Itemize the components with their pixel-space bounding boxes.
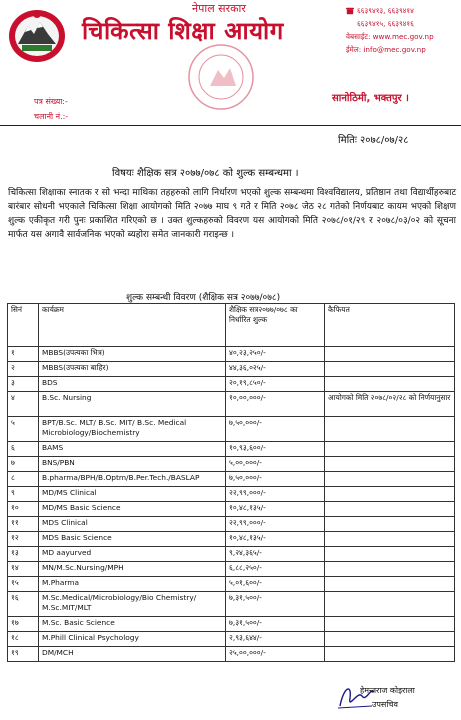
column-header-program: कार्यक्रम xyxy=(39,304,226,347)
fee-table-row xyxy=(8,632,455,647)
fee-table-row xyxy=(8,592,455,617)
official-seal-stamp xyxy=(182,42,260,112)
cell-remark xyxy=(325,617,455,632)
cell-remark: आयोगको मिति २०७८/०२/२८ को निर्णयानुसार xyxy=(325,392,455,417)
cell-remark xyxy=(325,487,455,502)
cell-program: MBBS(उपत्यका भित्र) xyxy=(39,347,226,362)
column-header-fee: शैक्षिक सत्र२०७७/०७८ का निर्धारित शुल्क xyxy=(226,304,325,347)
fee-table-row xyxy=(8,392,455,417)
phone-numbers-1: ६६३९४१३, ६६३९४१४ xyxy=(357,6,414,15)
fee-table-row xyxy=(8,487,455,502)
fee-table-row xyxy=(8,577,455,592)
letter-number-label: पत्र संख्या:- xyxy=(34,97,68,106)
cell-serial-number: १८ xyxy=(8,632,39,647)
cell-fee: १०,९३,६००/- xyxy=(226,442,325,457)
cell-serial-number: १३ xyxy=(8,547,39,562)
fee-table-row xyxy=(8,377,455,392)
cell-fee: ५,०१,६००/- xyxy=(226,577,325,592)
fee-table-row xyxy=(8,617,455,632)
dispatch-number-label: चलानी नं.:- xyxy=(34,112,69,121)
cell-remark xyxy=(325,647,455,662)
phone-row-2 xyxy=(346,17,434,30)
government-label: नेपाल सरकार xyxy=(192,2,246,15)
fee-table-header-row xyxy=(8,304,455,347)
signatory-block xyxy=(360,684,415,712)
cell-fee: ४४,३६,०२५/- xyxy=(226,362,325,377)
cell-fee: २२,९९,०००/- xyxy=(226,487,325,502)
cell-serial-number: ६ xyxy=(8,442,39,457)
cell-fee: ७,३१,५००/- xyxy=(226,592,325,617)
fee-table-title: शुल्क सम्बन्धी विवरण (शैक्षिक सत्र २०७७/०७८) xyxy=(126,293,281,303)
cell-serial-number: ४ xyxy=(8,392,39,417)
cell-remark xyxy=(325,547,455,562)
cell-remark xyxy=(325,632,455,647)
cell-serial-number: १६ xyxy=(8,592,39,617)
cell-program: B.Sc. Nursing xyxy=(39,392,226,417)
cell-remark xyxy=(325,377,455,392)
cell-program: MD aayurved xyxy=(39,547,226,562)
fee-table-row xyxy=(8,532,455,547)
website-text: वेबसाईट: www.mec.gov.np xyxy=(346,32,434,41)
cell-remark xyxy=(325,347,455,362)
cell-serial-number: ५ xyxy=(8,417,39,442)
cell-program: M.Sc. Basic Science xyxy=(39,617,226,632)
cell-serial-number: १७ xyxy=(8,617,39,632)
cell-serial-number: ९ xyxy=(8,487,39,502)
cell-fee: २२,९९,०००/- xyxy=(226,517,325,532)
cell-program: MDS Clinical xyxy=(39,517,226,532)
cell-program: MBBS(उपत्यका बाहिर) xyxy=(39,362,226,377)
signatory-title: उपसचिव xyxy=(372,700,398,709)
cell-remark xyxy=(325,517,455,532)
cell-fee: ७,५०,०००/- xyxy=(226,472,325,487)
cell-remark xyxy=(325,417,455,442)
cell-serial-number: १९ xyxy=(8,647,39,662)
fee-table-row xyxy=(8,347,455,362)
fee-table-row xyxy=(8,417,455,442)
cell-fee: १०,४८,१३५/- xyxy=(226,532,325,547)
phone-row xyxy=(346,4,434,17)
fee-table-row xyxy=(8,362,455,377)
cell-program: MD/MS Clinical xyxy=(39,487,226,502)
fee-table-row xyxy=(8,457,455,472)
header-divider xyxy=(0,125,461,126)
fee-table-body xyxy=(8,347,455,662)
cell-remark xyxy=(325,562,455,577)
cell-program: M.Phill Clinical Psychology xyxy=(39,632,226,647)
cell-serial-number: १२ xyxy=(8,532,39,547)
cell-program: B.pharma/BPH/B.Optm/B.Per.Tech./BASLAP xyxy=(39,472,226,487)
cell-serial-number: १ xyxy=(8,347,39,362)
letter-date: मितिः २०७८/०७/२८ xyxy=(338,135,409,146)
cell-serial-number: १४ xyxy=(8,562,39,577)
cell-fee: ७,५०,०००/- xyxy=(226,417,325,442)
fee-table-row xyxy=(8,517,455,532)
cell-program: MDS Basic Science xyxy=(39,532,226,547)
cell-program: DM/MCH xyxy=(39,647,226,662)
cell-fee: ५,००,०००/- xyxy=(226,457,325,472)
contact-block xyxy=(346,4,434,56)
fee-table-row xyxy=(8,502,455,517)
office-location: सानोठिमी, भक्तपुर । xyxy=(332,93,409,104)
cell-program: BDS xyxy=(39,377,226,392)
cell-program: M.Sc.Medical/Microbiology/Bio Chemistry/ M.Sc.MIT/MLT xyxy=(39,592,226,617)
fee-table-row xyxy=(8,547,455,562)
cell-program: BNS/PBN xyxy=(39,457,226,472)
cell-serial-number: ३ xyxy=(8,377,39,392)
fee-table-row xyxy=(8,647,455,662)
cell-remark xyxy=(325,592,455,617)
cell-fee: ४०,२३,२५०/- xyxy=(226,347,325,362)
cell-program: BAMS xyxy=(39,442,226,457)
cell-remark xyxy=(325,502,455,517)
cell-serial-number: १० xyxy=(8,502,39,517)
column-header-remark: कैफियत xyxy=(325,304,455,347)
fee-table-row xyxy=(8,442,455,457)
cell-program: M.Pharma xyxy=(39,577,226,592)
fee-table xyxy=(7,303,455,662)
cell-program: BPT/B.Sc. MLT/ B.Sc. MIT/ B.Sc. Medical Microbiology/Biochemistry xyxy=(39,417,226,442)
fee-table-row xyxy=(8,562,455,577)
cell-serial-number: ८ xyxy=(8,472,39,487)
fee-table-row xyxy=(8,472,455,487)
letter-subject: विषयः शैक्षिक सत्र २०७७/०७८ को शुल्क सम्बन्धमा । xyxy=(112,168,299,179)
column-header-sn: सिनं xyxy=(8,304,39,347)
cell-program: MN/M.Sc.Nursing/MPH xyxy=(39,562,226,577)
cell-serial-number: २ xyxy=(8,362,39,377)
cell-remark xyxy=(325,362,455,377)
cell-remark xyxy=(325,532,455,547)
phone-numbers-2: ६६३९४१५, ६६३९४१६ xyxy=(357,19,414,28)
cell-fee: १०,४८,१३५/- xyxy=(226,502,325,517)
cell-fee: २०,१९,८५०/- xyxy=(226,377,325,392)
letter-body: चिकित्सा शिक्षाका स्नातक र सो भन्दा माथिका तहहरुको लागि निर्धारण भएको शुल्क सम्बन्धमा विश्वविद्यालय, प्रतिष्ठान तथा विद्यार्थीहरुबाट बारंबार सोधनी भएकाले चिकित्सा शिक्षा आयोगको मिति २०७७ माघ ९ गते र मिति २०७८ जेठ २८ गतेको निर्णयबाट कायम भएको शिक्षण शुल्क एकीकृत गरी पुनः प्रकाशित गरिएको छ । उक्त शुल्कहरुको विवरण यस आयोगको मिति २०७८/०१/२९ र २०७८/०३/०२ को सूचना मार्फत यस अगावै सार्वजनिक भएको ब्यहोरा समेत जानकारी गराइन्छ । xyxy=(8,188,456,240)
cell-fee: ७,३१,५००/- xyxy=(226,617,325,632)
cell-program: MD/MS Basic Science xyxy=(39,502,226,517)
phone-icon xyxy=(346,7,354,15)
cell-remark xyxy=(325,457,455,472)
signatory-name: हेमन्तराज कोइराला xyxy=(360,686,415,695)
cell-serial-number: ११ xyxy=(8,517,39,532)
cell-fee: २५,००,०००/- xyxy=(226,647,325,662)
commission-title: चिकित्सा शिक्षा आयोग xyxy=(82,17,284,45)
cell-fee: ६,८८,२५०/- xyxy=(226,562,325,577)
cell-serial-number: १५ xyxy=(8,577,39,592)
cell-remark xyxy=(325,577,455,592)
cell-remark xyxy=(325,442,455,457)
cell-fee: २,९३,६४४/- xyxy=(226,632,325,647)
nepal-emblem-logo xyxy=(6,4,68,64)
email-text: ईमेल: info@mec.gov.np xyxy=(346,45,426,54)
cell-serial-number: ७ xyxy=(8,457,39,472)
cell-fee: १०,००,०००/- xyxy=(226,392,325,417)
cell-fee: ९,२४,३६५/- xyxy=(226,547,325,562)
cell-remark xyxy=(325,472,455,487)
reference-block xyxy=(34,94,68,124)
